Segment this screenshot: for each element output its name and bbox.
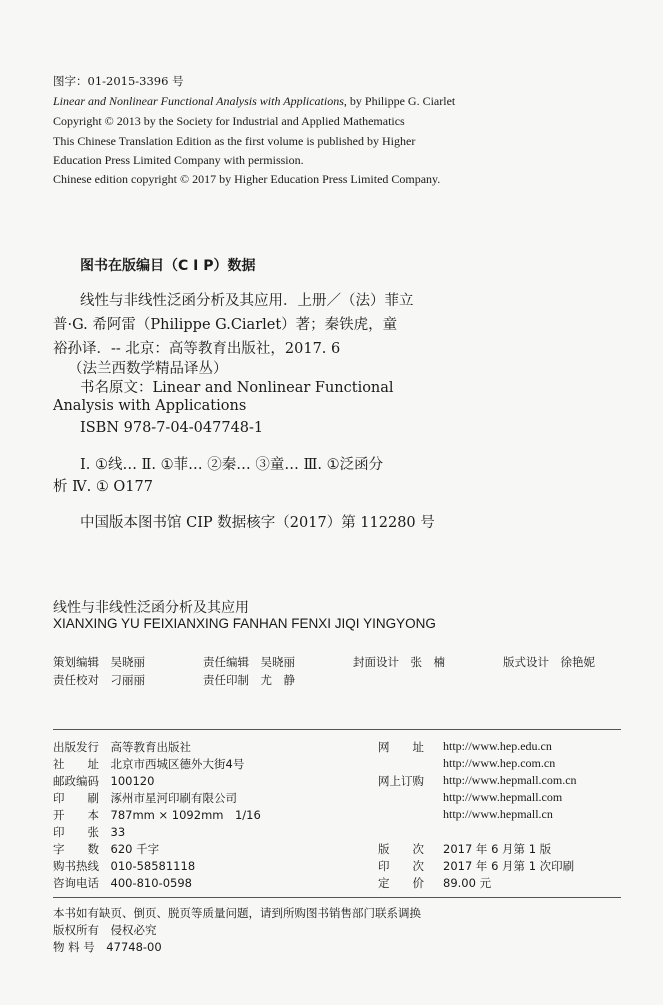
- pub-row-postcode: [53, 773, 154, 789]
- pub-row-format: [53, 807, 261, 823]
- cip-heading: 图书在版编目（C I P）数据: [80, 258, 256, 274]
- pub-value: 787mm × 1092mm 1/16: [110, 808, 261, 822]
- pub-label: 购书热线: [53, 859, 99, 873]
- pub-value: 100120: [110, 774, 155, 788]
- credit-planning-editor: [53, 654, 145, 670]
- credit-name: 尤 静: [260, 673, 295, 687]
- pub-label: 咨询电话: [53, 876, 99, 890]
- pub-label: 开 本: [53, 808, 99, 822]
- cip-line-3: 裕孙译．-- 北京：高等教育出版社，2017. 6: [53, 341, 341, 357]
- pub-url-3[interactable]: http://www.hepmall.com.cn: [443, 773, 577, 787]
- pub-label: 印 刷: [53, 791, 99, 805]
- pub-row-address: [53, 756, 244, 772]
- pub-url-4[interactable]: http://www.hepmall.com: [443, 790, 563, 804]
- pub-url-5[interactable]: http://www.hepmall.cn: [443, 807, 553, 821]
- pub-row-printer: [53, 790, 237, 806]
- contract-number: 图字：01-2015-3396 号: [53, 74, 184, 88]
- credit-print-supervisor: [203, 672, 295, 688]
- quality-notice: 本书如有缺页、倒页、脱页等质量问题，请到所购图书销售部门联系调换: [53, 906, 421, 920]
- divider-top: [53, 729, 621, 730]
- pub-value: 400-810-0598: [110, 876, 192, 890]
- pub-url-1[interactable]: http://www.hep.edu.cn: [443, 739, 552, 753]
- credit-label: 版式设计: [503, 655, 549, 669]
- pub-value: 北京市西城区德外大街4号: [110, 757, 245, 771]
- pub-value: 620 千字: [110, 842, 160, 856]
- pub-label-website: 网 址: [378, 740, 424, 754]
- credit-label: 责任印制: [203, 673, 249, 687]
- pub-value: 涿州市星河印刷有限公司: [110, 791, 237, 805]
- credit-cover-design: [353, 654, 445, 670]
- pub-row-sheets: [53, 824, 125, 840]
- original-author: , by Philippe G. Ciarlet: [343, 94, 456, 108]
- credit-responsible-editor: [203, 654, 295, 670]
- translation-line-1: This Chinese Translation Edition as the first volume is published by Higher: [53, 134, 416, 148]
- pub-url-2[interactable]: http://www.hep.com.cn: [443, 756, 556, 770]
- pub-label: 社 址: [53, 757, 99, 771]
- cip-classification-1: Ⅰ. ①线… Ⅱ. ①菲… ②秦… ③童… Ⅲ. ①泛函分: [80, 457, 384, 473]
- pub-row-inquiry: [53, 875, 192, 891]
- original-title-line: [53, 94, 455, 109]
- credit-name: 徐艳妮: [560, 655, 595, 669]
- credit-name: 张 楠: [410, 655, 445, 669]
- copyright-line: Copyright © 2013 by the Society for Industrial and Applied Mathematics: [53, 114, 405, 128]
- pub-value: 010-58581118: [110, 859, 196, 873]
- divider-bottom: [53, 897, 621, 898]
- pub-value: 33: [110, 825, 126, 839]
- pub-printing: 2017 年 6 月第 1 次印刷: [443, 859, 575, 873]
- pub-label: 印 张: [53, 825, 99, 839]
- rights-notice: 版权所有 侵权必究: [53, 923, 157, 937]
- cip-isbn: ISBN 978-7-04-047748-1: [80, 420, 264, 436]
- pub-label: 出版发行: [53, 740, 99, 754]
- cip-line-2: 普·G. 希阿雷（Philippe G.Ciarlet）著；秦铁虎，童: [53, 317, 398, 333]
- book-title-pinyin: XIANXING YU FEIXIANXING FANHAN FENXI JIQI YINGYONG: [53, 616, 436, 631]
- pub-label-price: 定 价: [378, 876, 424, 890]
- credit-name: 吴晓丽: [260, 655, 295, 669]
- cip-line-1: 线性与非线性泛函分析及其应用．上册／（法）菲立: [80, 293, 414, 309]
- item-number: 物 料 号 47748-00: [53, 940, 162, 954]
- pub-row-publisher: [53, 739, 191, 755]
- pub-label-printing: 印 次: [378, 859, 424, 873]
- pub-value: 高等教育出版社: [110, 740, 191, 754]
- credit-name: 刁丽丽: [110, 673, 145, 687]
- original-title: Linear and Nonlinear Functional Analysis with Applications: [53, 94, 344, 108]
- chinese-edition-copyright: Chinese edition copyright © 2017 by Higher Education Press Limited Company.: [53, 172, 441, 186]
- pub-edition: 2017 年 6 月第 1 版: [443, 842, 552, 856]
- credit-proofreader: [53, 672, 145, 688]
- cip-series: （法兰西数学精品译丛）: [68, 361, 228, 377]
- pub-label: 邮政编码: [53, 774, 99, 788]
- cip-original-title-1: 书名原文：Linear and Nonlinear Functional: [80, 380, 394, 396]
- book-title-cn: 线性与非线性泛函分析及其应用: [53, 600, 249, 616]
- translation-line-2: Education Press Limited Company with permission.: [53, 153, 304, 167]
- pub-label: 字 数: [53, 842, 99, 856]
- credit-label: 责任编辑: [203, 655, 249, 669]
- pub-label-edition: 版 次: [378, 842, 424, 856]
- pub-label-online-order: 网上订购: [378, 774, 424, 788]
- pub-price: 89.00 元: [443, 876, 492, 890]
- cip-classification-2: 析 Ⅳ. ① O177: [53, 479, 153, 495]
- cip-original-title-2: Analysis with Applications: [53, 398, 247, 414]
- pub-row-hotline: [53, 858, 195, 874]
- credit-label: 责任校对: [53, 673, 99, 687]
- credit-label: 策划编辑: [53, 655, 99, 669]
- credit-label: 封面设计: [353, 655, 399, 669]
- pub-row-word-count: [53, 841, 159, 857]
- credit-name: 吴晓丽: [110, 655, 145, 669]
- cip-number: 中国版本图书馆 CIP 数据核字（2017）第 112280 号: [80, 515, 435, 531]
- credit-layout-design: [503, 654, 595, 670]
